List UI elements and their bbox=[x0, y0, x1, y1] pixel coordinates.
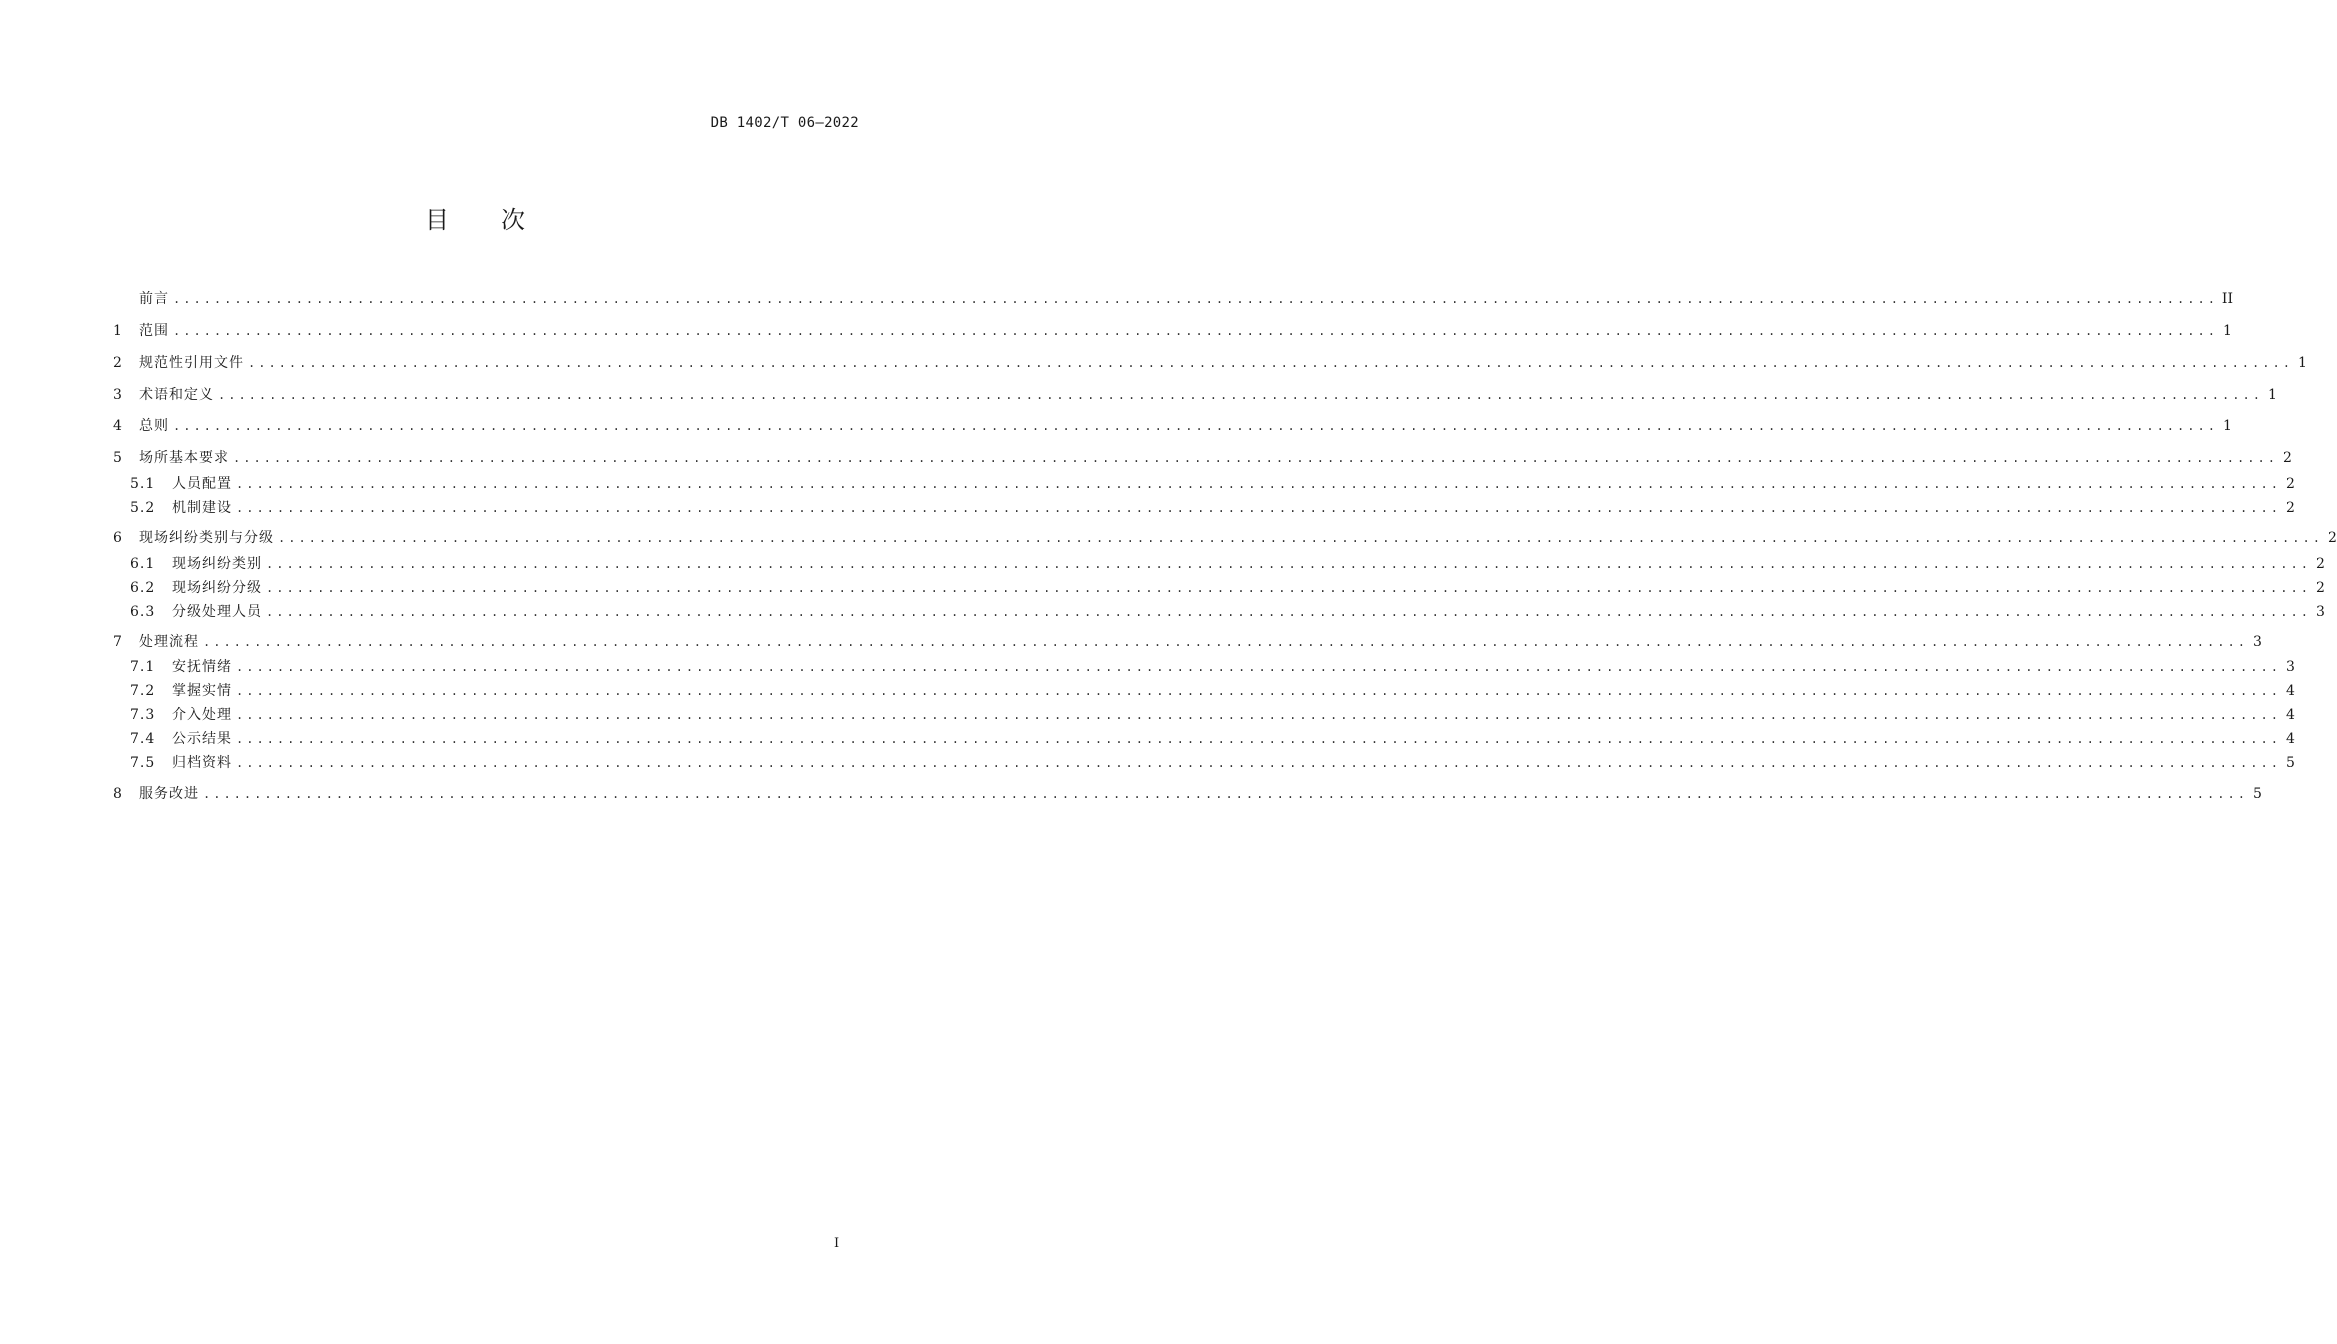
toc-entry-label: 现场纠纷类别 bbox=[172, 556, 262, 572]
toc-entry-number: 8 bbox=[113, 786, 123, 802]
toc-entry-label: 介入处理 bbox=[172, 707, 232, 723]
toc-entry-number: 7.2 bbox=[130, 683, 156, 699]
toc-leader-dots: ........................................................................................................................................................................................................ bbox=[236, 684, 2281, 698]
toc-entry-number: 1 bbox=[113, 323, 123, 339]
toc-leader-dots: ........................................................................................................................................................................................................ bbox=[248, 356, 2293, 370]
toc-entry[interactable] bbox=[113, 783, 2262, 803]
toc-entry[interactable] bbox=[113, 415, 2232, 435]
toc-entry-number: 5.1 bbox=[130, 476, 156, 492]
toc-entry-number: 7.4 bbox=[130, 731, 156, 747]
toc-entry-number: 7.1 bbox=[130, 659, 156, 675]
toc-entry-page: 2 bbox=[2286, 500, 2295, 516]
toc-leader-dots: ........................................................................................................................................................................................................ bbox=[173, 324, 2218, 338]
toc-leader-dots: ........................................................................................................................................................................................................ bbox=[236, 501, 2281, 515]
toc-entry-label: 公示结果 bbox=[172, 731, 232, 747]
toc-entry-page: 1 bbox=[2298, 355, 2307, 371]
toc-leader-dots: ........................................................................................................................................................................................................ bbox=[203, 635, 2248, 649]
toc-entry-page: 4 bbox=[2286, 683, 2295, 699]
toc-entry-number: 3 bbox=[113, 387, 123, 403]
toc-entry[interactable] bbox=[113, 527, 2337, 547]
toc-leader-dots: ........................................................................................................................................................................................................ bbox=[278, 531, 2323, 545]
toc-entry-label: 现场纠纷类别与分级 bbox=[139, 530, 274, 546]
toc-entry-label: 安抚情绪 bbox=[172, 659, 232, 675]
toc-entry-number: 7.5 bbox=[130, 755, 156, 771]
toc-subentry[interactable] bbox=[130, 752, 2295, 772]
toc-entry-number: 6.2 bbox=[130, 580, 156, 596]
page-number: I bbox=[834, 1236, 840, 1251]
toc-entry-page: 2 bbox=[2283, 450, 2292, 466]
toc-subentry[interactable] bbox=[130, 656, 2295, 676]
toc-entry[interactable] bbox=[113, 447, 2292, 467]
toc-leader-dots: ........................................................................................................................................................................................................ bbox=[236, 660, 2281, 674]
toc-entry-page: 1 bbox=[2223, 418, 2232, 434]
toc-entry-label: 处理流程 bbox=[139, 634, 199, 650]
toc-entry[interactable] bbox=[113, 320, 2232, 340]
toc-leader-dots: ........................................................................................................................................................................................................ bbox=[173, 419, 2218, 433]
toc-entry-label: 机制建设 bbox=[172, 500, 232, 516]
toc-entry-label: 分级处理人员 bbox=[172, 604, 262, 620]
toc-entry[interactable] bbox=[113, 288, 2233, 308]
toc-leader-dots: ........................................................................................................................................................................................................ bbox=[266, 581, 2311, 595]
toc-entry-page: 4 bbox=[2286, 731, 2295, 747]
toc-entry-page: 5 bbox=[2253, 786, 2262, 802]
toc-leader-dots: ........................................................................................................................................................................................................ bbox=[236, 756, 2281, 770]
toc-entry-number: 7 bbox=[113, 634, 123, 650]
toc-entry-page: 1 bbox=[2268, 387, 2277, 403]
toc-leader-dots: ........................................................................................................................................................................................................ bbox=[266, 605, 2311, 619]
toc-entry[interactable] bbox=[113, 631, 2262, 651]
page-title bbox=[0, 200, 950, 235]
toc-entry-label: 术语和定义 bbox=[139, 387, 214, 403]
toc-entry[interactable] bbox=[113, 352, 2307, 372]
toc-entry[interactable] bbox=[113, 384, 2277, 404]
title-char-2: 次 bbox=[501, 206, 525, 234]
toc-entry-label: 总则 bbox=[139, 418, 169, 434]
toc-entry-number: 6.3 bbox=[130, 604, 156, 620]
toc-entry-page: 2 bbox=[2316, 580, 2325, 596]
toc-entry-label: 现场纠纷分级 bbox=[172, 580, 262, 596]
toc-subentry[interactable] bbox=[130, 553, 2325, 573]
toc-leader-dots: ........................................................................................................................................................................................................ bbox=[236, 708, 2281, 722]
toc-subentry[interactable] bbox=[130, 473, 2295, 493]
toc-subentry[interactable] bbox=[130, 680, 2295, 700]
toc-entry-page: 3 bbox=[2253, 634, 2262, 650]
toc-entry-number: 7.3 bbox=[130, 707, 156, 723]
toc-entry-label: 归档资料 bbox=[172, 755, 232, 771]
toc-entry-label: 范围 bbox=[139, 323, 169, 339]
toc-entry-label: 服务改进 bbox=[139, 786, 199, 802]
toc-entry-page: 2 bbox=[2328, 530, 2337, 546]
toc-leader-dots: ........................................................................................................................................................................................................ bbox=[173, 292, 2218, 306]
toc-entry-label: 场所基本要求 bbox=[139, 450, 229, 466]
document-code: DB 1402/T 06—2022 bbox=[710, 115, 859, 131]
toc-leader-dots: ........................................................................................................................................................................................................ bbox=[203, 787, 2248, 801]
toc-entry-page: 3 bbox=[2286, 659, 2295, 675]
toc-entry-label: 掌握实情 bbox=[172, 683, 232, 699]
toc-entry-page: 1 bbox=[2223, 323, 2232, 339]
toc-entry-number: 5 bbox=[113, 450, 123, 466]
toc-subentry[interactable] bbox=[130, 728, 2295, 748]
toc-leader-dots: ........................................................................................................................................................................................................ bbox=[233, 451, 2278, 465]
title-char-1: 目 bbox=[425, 206, 449, 234]
toc-entry-number: 2 bbox=[113, 355, 123, 371]
toc-entry-page: 2 bbox=[2286, 476, 2295, 492]
toc-subentry[interactable] bbox=[130, 577, 2325, 597]
toc-leader-dots: ........................................................................................................................................................................................................ bbox=[266, 557, 2311, 571]
toc-leader-dots: ........................................................................................................................................................................................................ bbox=[236, 732, 2281, 746]
toc-entry-label: 人员配置 bbox=[172, 476, 232, 492]
toc-leader-dots: ........................................................................................................................................................................................................ bbox=[236, 477, 2281, 491]
toc-entry-page: 5 bbox=[2286, 755, 2295, 771]
toc-entry-number: 4 bbox=[113, 418, 123, 434]
toc-entry-label: 前言 bbox=[139, 291, 169, 307]
toc-entry-page: 3 bbox=[2316, 604, 2325, 620]
toc-entry-label: 规范性引用文件 bbox=[139, 355, 244, 371]
toc-subentry[interactable] bbox=[130, 704, 2295, 724]
toc-subentry[interactable] bbox=[130, 497, 2295, 517]
toc-subentry[interactable] bbox=[130, 601, 2325, 621]
toc-entry-number: 6.1 bbox=[130, 556, 156, 572]
toc-entry-number: 6 bbox=[113, 530, 123, 546]
toc-entry-page: 2 bbox=[2316, 556, 2325, 572]
toc-entry-page: II bbox=[2221, 291, 2233, 307]
toc-leader-dots: ........................................................................................................................................................................................................ bbox=[218, 388, 2263, 402]
toc-entry-page: 4 bbox=[2286, 707, 2295, 723]
toc-entry-number: 5.2 bbox=[130, 500, 156, 516]
